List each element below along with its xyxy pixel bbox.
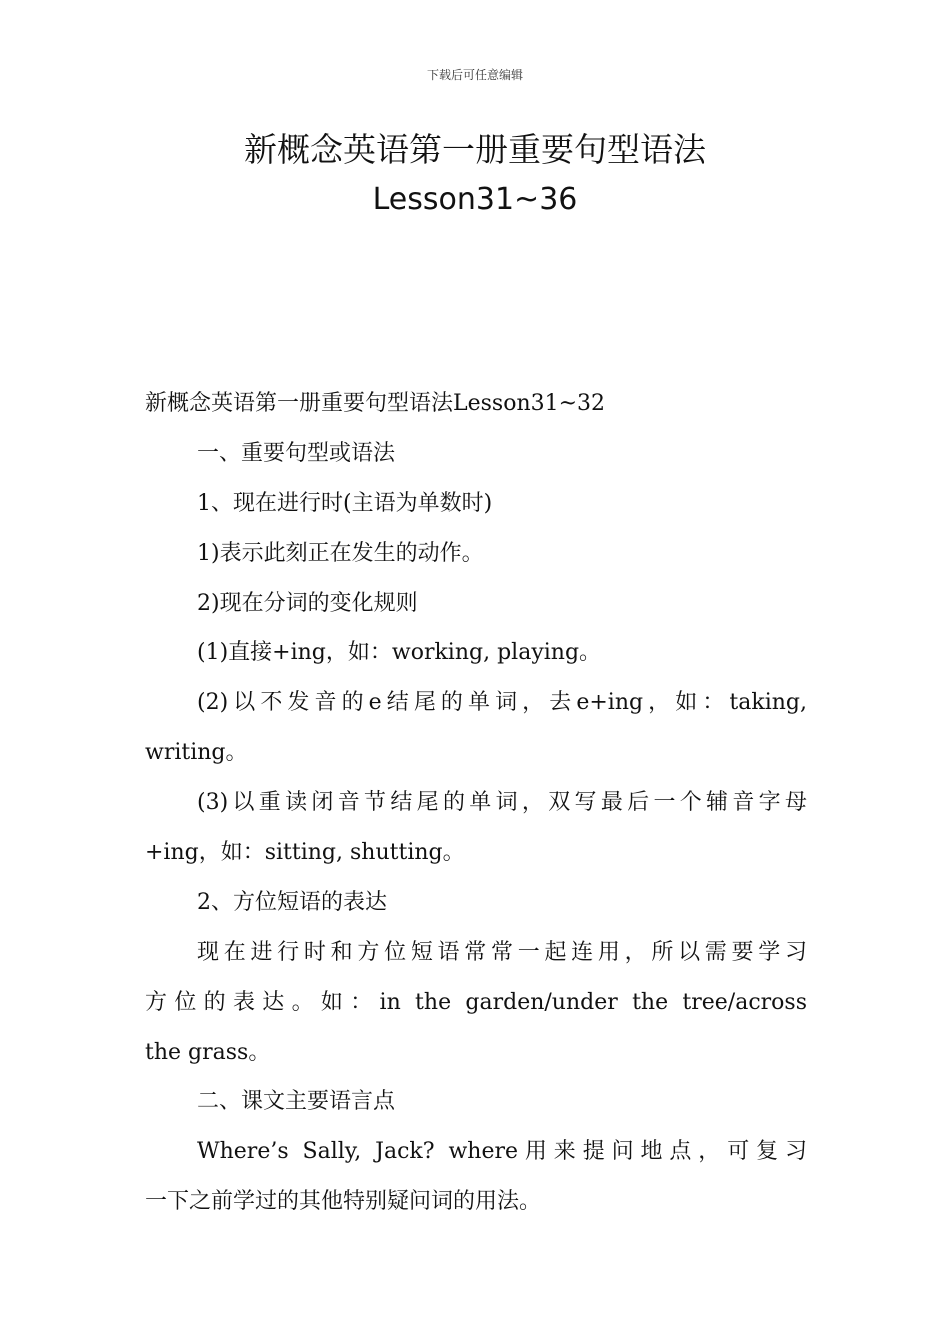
section-heading: 新概念英语第一册重要句型语法Lesson31~32 bbox=[145, 391, 606, 416]
paragraph-location: 现在进行时和方位短语常常一起连用，所以需要学习 bbox=[197, 939, 807, 965]
paragraph-where: Where’s Sally, Jack? where用来提问地点，可复习 bbox=[197, 1139, 807, 1165]
paragraph-location-end: the grass。 bbox=[145, 1039, 271, 1065]
rule-1: (1)直接+ing，如：working, playing。 bbox=[197, 640, 602, 666]
subitem-meaning: 1)表示此刻正在发生的动作。 bbox=[197, 540, 484, 566]
rule-3-continued: +ing，如：sitting, shutting。 bbox=[145, 840, 465, 866]
subheading-language-points: 二、课文主要语言点 bbox=[197, 1089, 396, 1115]
subitem-participle-rules: 2)现在分词的变化规则 bbox=[197, 590, 418, 616]
body-text bbox=[145, 379, 807, 1227]
document-title-line-2: Lesson31~36 bbox=[372, 182, 578, 217]
header-note: 下载后可任意编辑 bbox=[426, 68, 523, 82]
rule-3: (3)以重读闭音节结尾的单词，双写最后一个辅音字母 bbox=[197, 790, 807, 816]
rule-2: (2)以不发音的e结尾的单词，去e+ing，如：taking, bbox=[197, 690, 807, 716]
item-present-continuous: 1、现在进行时(主语为单数时) bbox=[197, 490, 493, 516]
paragraph-location-continued: 方位的表达。如：in the garden/under the tree/across bbox=[145, 989, 807, 1015]
item-location-phrases: 2、方位短语的表达 bbox=[197, 889, 387, 915]
paragraph-where-continued: 一下之前学过的其他特别疑问词的用法。 bbox=[145, 1189, 542, 1215]
rule-2-continued: writing。 bbox=[145, 740, 248, 766]
document-title-line-1: 新概念英语第一册重要句型语法 bbox=[244, 130, 706, 169]
subheading-sentence-patterns: 一、重要句型或语法 bbox=[197, 440, 396, 466]
